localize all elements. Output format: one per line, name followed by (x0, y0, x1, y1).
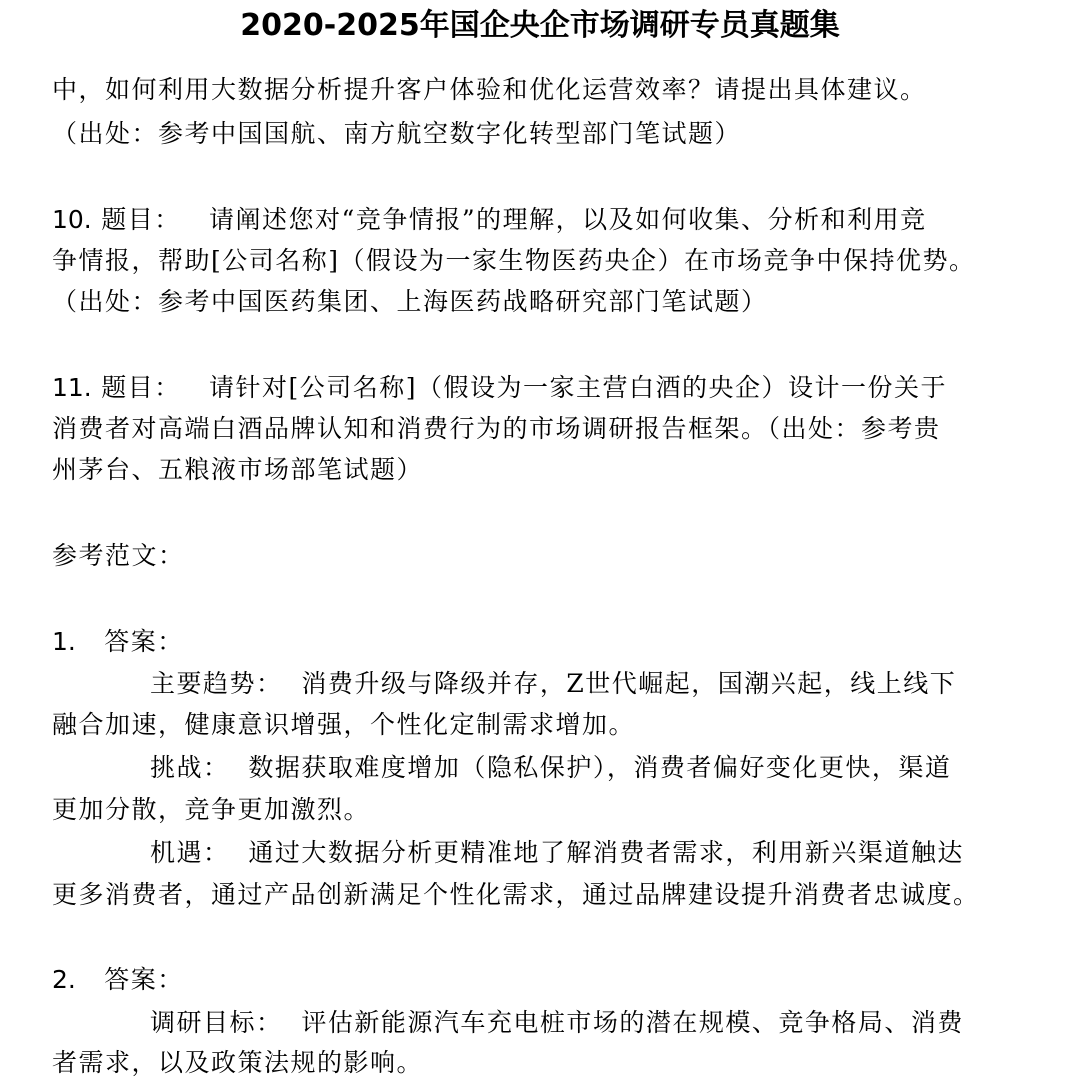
text-line: （出处：参考中国国航、南方航空数字化转型部门笔试题） (52, 119, 742, 148)
answer-1-challenge-line-1 (150, 750, 951, 786)
text-line: 消费者对高端白酒品牌认知和消费行为的市场调研报告框架。（出处：参考贵 (52, 414, 941, 443)
question-9-continuation (52, 72, 927, 108)
answer-1-challenge-line-2 (52, 792, 370, 828)
text-line: 调研目标： 评估新能源汽车充电桩市场的潜在规模、竞争格局、消费 (150, 1008, 964, 1037)
text-line: 挑战： 数据获取难度增加（隐私保护），消费者偏好变化更快，渠道 (150, 753, 952, 782)
question-11-line-1 (52, 370, 947, 406)
answer-1-opportunity-line-1 (150, 835, 964, 871)
text-line: 融合加速，健康意识增强，个性化定制需求增加。 (52, 710, 636, 739)
answer-1-trend-line-1 (150, 666, 956, 702)
text-line: 题目： 请针对[公司名称]（假设为一家主营白酒的央企）设计一份关于 (91, 373, 948, 402)
question-10-line-2 (52, 243, 976, 279)
answer-number: 2. (52, 965, 76, 994)
text-line: 州茅台、五粮液市场部笔试题） (52, 455, 424, 484)
question-11-line-3 (52, 452, 423, 488)
answer-number: 1. (52, 627, 76, 656)
answer-2-goal-line-2 (52, 1045, 423, 1080)
document-title: 2020-2025年国企央企市场调研专员真题集 (240, 8, 840, 43)
text-line: 答案： (75, 965, 184, 994)
text-line: 中，如何利用大数据分析提升客户体验和优化运营效率？请提出具体建议。 (52, 75, 927, 104)
question-10-source (52, 284, 768, 320)
answer-1-opportunity-line-2 (52, 877, 980, 913)
text-line: 者需求，以及政策法规的影响。 (52, 1048, 424, 1077)
question-10-line-1 (52, 202, 927, 238)
text-line: 参考范文： (52, 541, 185, 570)
question-9-source (52, 116, 741, 152)
question-number: 10. (52, 205, 92, 234)
text-line: 更加分散，竞争更加激烈。 (52, 795, 371, 824)
text-line: 主要趋势： 消费升级与降级并存，Z世代崛起，国潮兴起，线上线下 (150, 669, 957, 698)
text-line: 更多消费者，通过产品创新满足个性化需求，通过品牌建设提升消费者忠诚度。 (52, 880, 980, 909)
question-11-line-2 (52, 411, 941, 447)
answer-1-heading (52, 624, 184, 660)
text-line: 争情报，帮助[公司名称]（假设为一家生物医药央企）在市场竞争中保持优势。 (52, 246, 976, 275)
answer-2-heading (52, 962, 184, 998)
answer-1-trend-line-2 (52, 707, 635, 743)
text-line: 答案： (75, 627, 184, 656)
text-line: （出处：参考中国医药集团、上海医药战略研究部门笔试题） (52, 287, 768, 316)
text-line: 机遇： 通过大数据分析更精准地了解消费者需求，利用新兴渠道触达 (150, 838, 964, 867)
answer-2-goal-line-1 (150, 1005, 964, 1041)
reference-heading (52, 538, 185, 574)
question-number: 11. (52, 373, 92, 402)
text-line: 题目： 请阐述您对“竞争情报”的理解，以及如何收集、分析和利用竞 (91, 205, 927, 234)
